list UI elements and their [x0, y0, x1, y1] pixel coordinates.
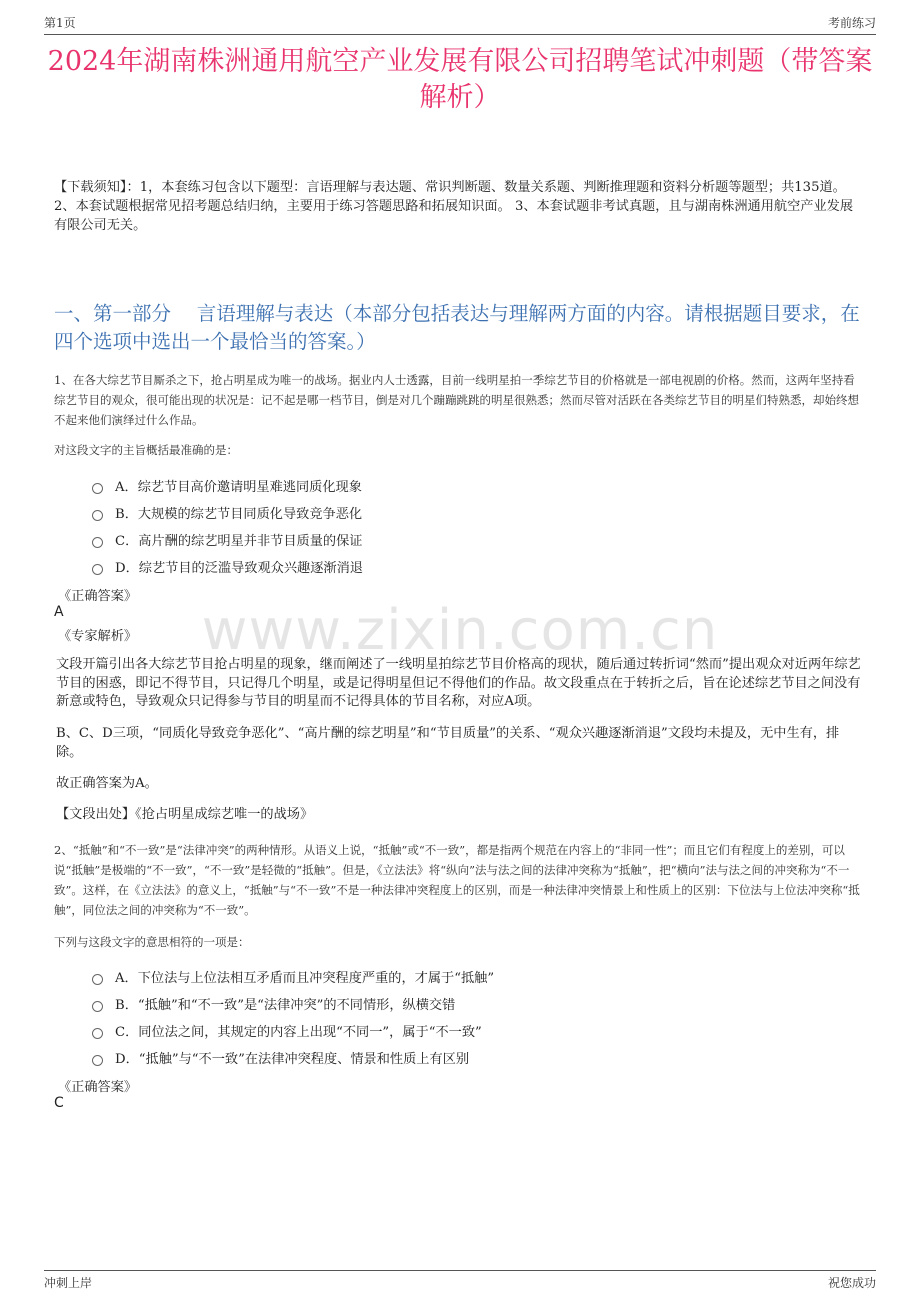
page-header	[44, 14, 876, 35]
radio-icon[interactable]	[92, 537, 103, 548]
question-1-options	[92, 472, 860, 580]
answer-value: C	[54, 1095, 64, 1111]
question-1-stem: 1、在各大综艺节目厮杀之下，抢占明星成为唯一的战场。据业内人士透露，目前一线明星拍一季综艺节目的价格就是一部电视剧的价格。然而，这两年坚持看综艺节目的观众，很可能出现的状况是：记不起是哪一档节目，倒是对几个蹦蹦跳跳的明星很熟悉；然而尽管对活跃在各类综艺节目的明星们特熟悉，却始终想不起来他们演绎过什么作品。	[54, 373, 859, 427]
option-label: D．综艺节目的泛滥导致观众兴趣逐渐消退	[115, 561, 363, 576]
radio-icon[interactable]	[92, 564, 103, 575]
option-label: C．同位法之间，其规定的内容上出现“不同一”，属于“不一致”	[115, 1025, 482, 1040]
option-b[interactable]	[92, 990, 860, 1017]
answer-value: A	[54, 604, 64, 620]
question-2-stem: 2、“抵触”和“不一致”是“法律冲突”的两种情形。从语义上说，“抵触”或“不一致”，都是指两个规范在内容上的“非同一性”；而且它们有程度上的差别，可以说“抵触”是极端的“不一致”，“不一致”是轻微的“抵触”。但是，《立法法》将“纵向”法与法之间的法律冲突称为“抵触”，把“横向”法与法之间的冲突称为“不一致”。这样，在《立法法》的意义上，“抵触”与“不一致”不是一种法律冲突程度上的区别，而是一种法律冲突情景上和性质上的区别：下位法与上位法冲突称“抵触”，同位法之间的冲突称为“不一致”。	[54, 843, 860, 917]
option-c[interactable]	[92, 526, 860, 553]
option-label: B．“抵触”和“不一致”是“法律冲突”的不同情形，纵横交错	[115, 998, 456, 1013]
answer-label: 《正确答案》	[58, 589, 138, 604]
source-citation: 【文段出处】《抢占明星成综艺唯一的战场》	[56, 807, 314, 822]
option-a[interactable]	[92, 963, 860, 990]
question-2-options	[92, 963, 860, 1071]
radio-icon[interactable]	[92, 974, 103, 985]
option-b[interactable]	[92, 499, 860, 526]
option-label: C．高片酬的综艺明星并非节目质量的保证	[115, 534, 363, 549]
analysis-paragraph-2: B、C、D三项，“同质化导致竞争恶化”、“高片酬的综艺明星”和“节目质量”的关系、“观众兴趣逐渐消退”文段均未提及，无中生有，排除。	[56, 726, 840, 760]
option-label: D．“抵触”与“不一致”在法律冲突程度、情景和性质上有区别	[115, 1052, 470, 1067]
answer-label: 《正确答案》	[58, 1080, 138, 1095]
analysis-paragraph-3: 故正确答案为A。	[56, 776, 158, 791]
question-2-prompt: 下列与这段文字的意思相符的一项是：	[54, 935, 250, 949]
option-c[interactable]	[92, 1017, 860, 1044]
page-number: 第1页	[44, 16, 76, 30]
option-a[interactable]	[92, 472, 860, 499]
option-label: A．下位法与上位法相互矛盾而且冲突程度严重的，才属于“抵触”	[115, 971, 495, 986]
radio-icon[interactable]	[92, 1055, 103, 1066]
header-tag: 考前练习	[827, 16, 876, 30]
download-notice: 【下载须知】：1，本套练习包含以下题型：言语理解与表达题、常识判断题、数量关系题、判断推理题和资料分析题等题型；共135道。 2、本套试题根据常见招考题总结归纳，主要用于练习答题思路和拓展知识面。 3、本套试题非考试真题，且与湖南株洲通用航空产业发展有限公司无关。	[54, 180, 854, 233]
question-1-prompt: 对这段文字的主旨概括最准确的是：	[54, 443, 238, 457]
analysis-label: 《专家解析》	[58, 629, 138, 644]
radio-icon[interactable]	[92, 1001, 103, 1012]
option-d[interactable]	[92, 553, 860, 580]
radio-icon[interactable]	[92, 510, 103, 521]
analysis-paragraph-1: 文段开篇引出各大综艺节目抢占明星的现象，继而阐述了一线明星拍综艺节目价格高的现状，随后通过转折词“然而”提出观众对近两年综艺节目的困惑，即记不得节目，只记得几个明星，或是记得明星但记不得他们的作品。故文段重点在于转折之后，旨在论述综艺节目之间没有新意或特色，导致观众只记得参与节目的明星而不记得具体的节目名称，对应A项。	[56, 657, 861, 709]
footer-left: 冲刺上岸	[44, 1276, 93, 1290]
page-footer	[44, 1270, 876, 1291]
option-d[interactable]	[92, 1044, 860, 1071]
radio-icon[interactable]	[92, 483, 103, 494]
option-label: B．大规模的综艺节目同质化导致竞争恶化	[115, 507, 363, 522]
radio-icon[interactable]	[92, 1028, 103, 1039]
watermark: www.zixin.com.cn	[201, 598, 719, 663]
page-title: 2024年湖南株洲通用航空产业发展有限公司招聘笔试冲刺题（带答案解析）	[47, 46, 873, 113]
footer-right: 祝您成功	[827, 1276, 876, 1290]
option-label: A．综艺节目高价邀请明星难逃同质化现象	[115, 480, 362, 495]
section-heading: 一、第一部分 言语理解与表达（本部分包括表达与理解两方面的内容。请根据题目要求，在四个选项中选出一个最恰当的答案。）	[54, 302, 860, 353]
